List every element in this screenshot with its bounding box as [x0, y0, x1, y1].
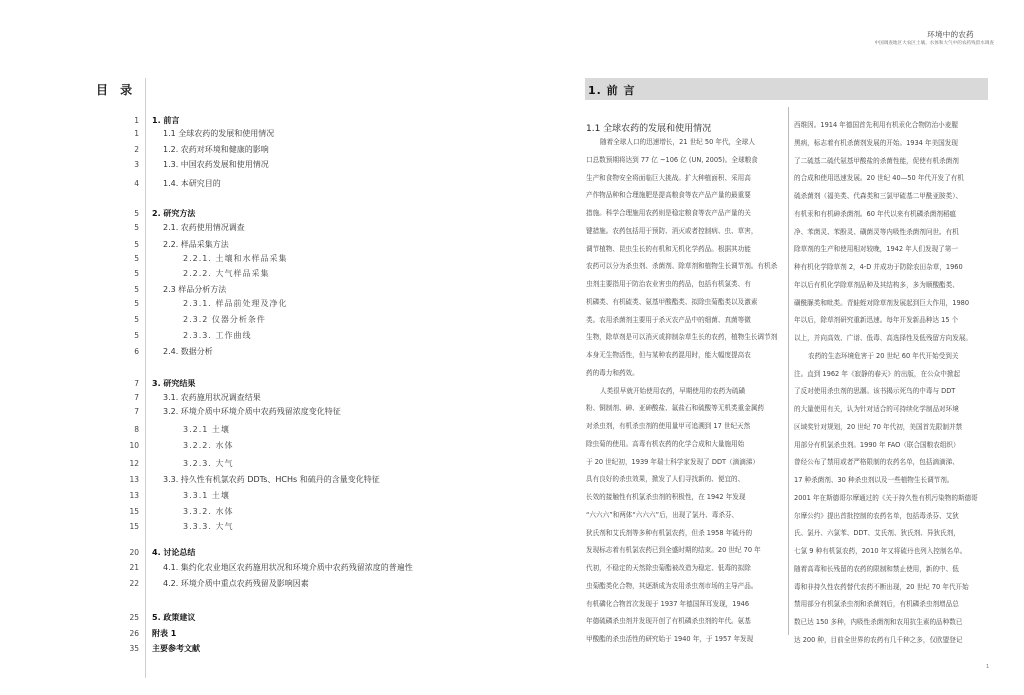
body-text-line: 的大量使用有关，认为针对适合的可持续化学制品对环境 [794, 405, 959, 413]
body-text-line: 氏、氯丹、六氯苯、DDT、艾氏剂、狄氏剂、异狄氏剂， [794, 529, 960, 538]
body-text-line: 随着全球人口的迅速增长，21 世纪 50 年代，全球人 [600, 138, 755, 146]
running-header-subtitle: 中国调查地区大农区土壤、水体和大气中的农药残留水调查 [874, 41, 994, 46]
body-text-line: 甲酸酯的杀虫活性的研究始于 1940 年，于 1957 年发现 [586, 635, 754, 643]
toc-page-number: 2 [134, 145, 139, 154]
toc-entry[interactable] [96, 643, 496, 655]
toc-entry[interactable] [96, 506, 496, 518]
section-title: 1. 前 言 [588, 84, 636, 97]
toc-entry[interactable] [96, 239, 496, 251]
page-number: 1 [986, 664, 990, 670]
toc-entry-label: 3.1. 农药施用状况调查结果 [163, 393, 261, 402]
toc-entry-label: 3.3.1 土壤 [183, 491, 230, 500]
body-text-line: 口总数预期将达到 77 亿 ~106 亿 (UN, 2005)。全球粮食 [586, 155, 758, 164]
body-text-line: 具有良好的杀虫效果，掀发了人们寻找新的、便宜的、 [586, 475, 745, 484]
toc-page-number: 5 [134, 240, 139, 249]
body-text-line: 年以后，除草剂研究重新迅速。每年开发新品种达 15 个 [794, 316, 959, 325]
body-text-line: 硫杀菌剂（福美类、代森类和三氯甲硫基二甲酰亚胺类）、 [794, 192, 963, 200]
section-title-bar [585, 78, 988, 100]
toc-entry[interactable] [96, 115, 496, 127]
body-text-line: 发现标志着有机氯农药已到全盛时期的结束。20 世纪 70 年 [586, 546, 761, 555]
running-header-title: 环境中的农药 [927, 30, 974, 39]
body-text-line: 数已达 150 多种，内吸性杀菌剂和农用抗生素的品种数已 [794, 618, 963, 626]
toc-entry[interactable] [96, 612, 496, 624]
body-text-line: 生物，除草剂是可以消灭或抑制杂草生长的农药，植物生长调节剂 [586, 333, 778, 342]
toc-entry-label: 3.3. 持久性有机氯农药 DDTs、HCHs 和硫丹的含量变化特征 [163, 475, 380, 484]
body-text-line: 人类很早就开始使用农药，早期使用的农药为硫磺 [600, 386, 746, 395]
toc-entry[interactable] [96, 222, 496, 234]
body-text-line: 黑病，标志着有机杀菌剂发展的开始。1934 年美国发现 [794, 138, 958, 147]
toc-page-number: 5 [134, 209, 139, 218]
toc-page-number: 8 [134, 425, 139, 434]
toc-page-number: 20 [129, 548, 139, 557]
body-text-line: 长效的接触性有机氯杀虫剂的积极性，在 1942 年发现 [586, 493, 746, 501]
body-text-line: 狄氏剂和艾氏剂等多种有机氯农药，但杀 1958 年硫丹的 [586, 528, 753, 537]
toc-entry[interactable] [96, 628, 496, 640]
toc-entry-label: 4. 讨论总结 [152, 548, 196, 557]
toc-entry[interactable] [96, 144, 496, 156]
body-text-line: 了二硫基二硫代氨基甲酸盐的杀菌性能，促使有机杀菌剂 [794, 156, 959, 165]
toc-entry-label: 1.3. 中国农药发展和使用情况 [163, 160, 269, 169]
toc-entry[interactable] [96, 474, 496, 486]
toc-page-number: 12 [129, 459, 139, 468]
toc-entry[interactable] [96, 159, 496, 171]
body-text-line: 代初，不稳定的天然除虫菊酯被改造为稳定、低毒的拟除 [586, 564, 751, 572]
toc-page-number: 21 [129, 563, 139, 572]
toc-page-number: 25 [129, 613, 139, 622]
column-divider [788, 107, 789, 635]
toc-entry-label: 2.1. 农药使用情况调查 [163, 223, 245, 232]
toc-entry[interactable] [96, 562, 496, 574]
toc-entry-label: 2.2.1. 土壤和水样品采集 [183, 254, 288, 263]
toc-entry-label: 2.2.2. 大气样品采集 [183, 269, 270, 278]
toc-entry[interactable] [96, 253, 496, 265]
toc-entry-label: 2.2. 样品采集方法 [163, 240, 229, 249]
body-text-line: 于 20 世纪初，1939 年瑞士科学家发现了 DDT（滴滴涕） [586, 457, 760, 466]
body-text-line: 调节植物、昆虫生长的有机和无机化学药品。根据其功能 [586, 244, 751, 253]
subsection-title: 1.1 全球农药的发展和使用情况 [586, 124, 712, 134]
toc-page-number: 5 [134, 223, 139, 232]
toc-entry[interactable] [96, 330, 496, 342]
body-text-line: 生产和食物安全将面临巨大挑战。扩大种植面积、采用高 [586, 173, 751, 182]
toc-entry[interactable] [96, 578, 496, 590]
toc-entry-label: 附表 1 [152, 629, 177, 638]
toc-page-number: 15 [129, 507, 139, 516]
toc-page-number: 4 [134, 179, 139, 188]
toc-entry-label: 3.3.3. 大气 [183, 522, 234, 531]
body-text-line: 尔摩公约》提出首批控制的农药名单，包括毒杀芬、艾狄 [794, 511, 959, 520]
body-text-line: 注。直到 1962 年《寂静的春天》的出版，在公众中掀起 [794, 369, 961, 378]
body-text-line: 17 种杀菌剂、30 种杀虫剂以及一些植物生长调节剂。 [794, 476, 954, 484]
toc-page-number: 15 [129, 522, 139, 531]
toc-entry-label: 1. 前言 [152, 116, 180, 125]
body-text-line: 措施。科学合理施用农药则是稳定粮食等农产品产量的关 [586, 209, 751, 217]
body-text-line: 曾经公布了禁用或者严格限制的农药名单，包括滴滴涕、 [794, 458, 959, 467]
body-text-line: 对杀虫剂，有机杀虫剂的使用量甲可追溯到 17 世纪天然 [586, 422, 751, 430]
toc-entry[interactable] [96, 268, 496, 280]
body-text-line: 禁用部分有机氯杀虫剂和杀菌剂后，有机磷杀虫剂增品总 [794, 600, 959, 609]
toc-entry-label: 1.2. 农药对环境和健康的影响 [163, 145, 269, 154]
body-text-line: 机磷类、有机硫类、氨基甲酸酯类、拟除虫菊酯类以及激素 [586, 297, 758, 306]
toc-entry[interactable] [96, 392, 496, 404]
toc-entry-label: 3. 研究结果 [152, 379, 196, 388]
body-text-line: 年德硫磷杀虫剂并发现开创了有机磷杀虫剂的年代。氨基 [586, 617, 751, 626]
toc-entry[interactable] [96, 490, 496, 502]
body-text-line: 类。农用杀菌剂主要用于杀灭农产品中的细菌、真菌等微 [586, 315, 751, 324]
toc-entry[interactable] [96, 314, 496, 326]
toc-entry[interactable] [96, 208, 496, 220]
toc-entry-label: 1.4. 本研究目的 [163, 179, 221, 188]
body-text-line: “六六六”和两体“六六六”后，出现了氯丹、毒杀芬、 [586, 510, 739, 519]
toc-entry[interactable] [96, 128, 496, 140]
toc-page-number: 7 [134, 379, 139, 388]
toc-page-number: 1 [134, 129, 139, 138]
toc-entry[interactable] [96, 424, 496, 436]
toc-entry-label: 2.3.2 仪器分析条件 [183, 315, 266, 324]
body-text-line: 的合成和使用迅速发展。20 世纪 40—50 年代开发了有机 [794, 174, 964, 183]
toc-entry-label: 3.2. 环境介质中环境介质中农药残留浓度变化特征 [163, 407, 341, 416]
body-text-line: 西维因。1914 年德国首先利用有机汞化合物防治小麦腥 [794, 121, 958, 129]
toc-entry-label: 2.3.3. 工作曲线 [183, 331, 252, 340]
toc-page-number: 13 [129, 491, 139, 500]
toc-page-number: 5 [134, 254, 139, 263]
toc-page-number: 7 [134, 407, 139, 416]
body-text-line: 随着高毒和长残留的农药的限制和禁止使用，新的中、低 [794, 564, 959, 573]
body-text-line: 虫剂主要指用于防治农业害虫的药品，包括有机氯类、有 [586, 280, 751, 288]
toc-page-number: 6 [134, 347, 139, 356]
toc-page-number: 26 [129, 629, 139, 638]
toc-entry-label: 2. 研究方法 [152, 209, 196, 218]
body-text-line: 有机磷化合物首次发现于 1937 年德国拜耳发现，1946 [586, 599, 750, 608]
toc-page-number: 5 [134, 285, 139, 294]
toc-entry[interactable] [96, 440, 496, 452]
toc-entry[interactable] [96, 458, 496, 470]
toc-entry-label: 主要参考文献 [152, 644, 200, 653]
toc-page-number: 3 [134, 160, 139, 169]
toc-page-number: 5 [134, 331, 139, 340]
toc-entry[interactable] [96, 284, 496, 296]
toc-page-number: 5 [134, 269, 139, 278]
body-text-line: 种有机化学除草剂 2，4-D 并成功于防除农田杂草，1960 [794, 263, 963, 271]
body-text-line: 农药可以分为杀虫剂、杀菌剂、除草剂和植物生长调节剂。有机杀 [586, 262, 778, 271]
toc-page-number: 1 [134, 116, 139, 125]
body-text-line: 区域奖针对规划，20 世纪 70 年代初，美国首先限制并禁 [794, 422, 963, 431]
body-text-line: 磺酰脲类和吡类。青蛙蛭对除草剂发展起到巨大作用，1980 [794, 298, 970, 307]
body-text-line: 本身无生物活性，但与某种农药混用时，能大幅度提高农 [586, 351, 751, 359]
toc-entry[interactable] [96, 547, 496, 559]
toc-entry-label: 3.2.1 土壤 [183, 425, 230, 434]
toc-entry-label: 2.3.1. 样品前处理及净化 [183, 299, 288, 308]
body-text-line: 了反对使用杀虫剂的思潮。该书揭示死鸟的中毒与 DDT [794, 387, 956, 396]
toc-entry-label: 3.2.2. 水体 [183, 441, 234, 450]
toc-entry-label: 2.4. 数据分析 [163, 347, 213, 356]
toc-page-number: 10 [129, 441, 139, 450]
toc-entry-label: 3.2.3. 大气 [183, 459, 234, 468]
body-text-line: 药的毒力和药效。 [586, 368, 639, 377]
body-text-line: 用部分有机氯杀虫剂。1990 年 FAO（联合国粮农组织） [794, 440, 960, 449]
toc-page-number: 22 [129, 579, 139, 588]
body-text-line: 除虫菊的使用。高毒有机农药的化学合成和大量施用始 [586, 439, 745, 448]
body-text-line: 年以后有机化学除草剂品种及其结构多，多为顺酸酯类、 [794, 280, 959, 289]
toc-entry[interactable] [96, 298, 496, 310]
toc-page-number: 7 [134, 393, 139, 402]
body-text-line: 有机汞和有机砷杀菌剂。60 年代以来有机磷杀菌剂稻瘟 [794, 209, 957, 218]
toc-entry-label: 3.3.2. 水体 [183, 507, 234, 516]
toc-title: 目 录 [96, 83, 137, 97]
toc-entry[interactable] [96, 521, 496, 533]
toc-entry-label: 2.3 样品分析方法 [163, 285, 227, 294]
toc-entry-label: 1.1 全球农药的发展和使用情况 [163, 129, 275, 138]
body-text-line: 2001 年在斯德哥尔摩通过的《关于持久性有机污染物的斯德哥 [794, 493, 978, 502]
body-text-line: 键措施。农药包括用于预防、消灭或者控制病、虫、草害， [586, 226, 758, 235]
body-text-line: 毒和非持久性农药替代农药不断出现，20 世纪 70 年代开始 [794, 582, 969, 591]
toc-page-number: 5 [134, 299, 139, 308]
toc-entry[interactable] [96, 378, 496, 390]
body-text-line: 以上，并向高效、广谱、低毒、高选择性及低残留方向发展。 [794, 334, 973, 342]
toc-entry-label: 5. 政策建议 [152, 613, 196, 622]
toc-page-number: 13 [129, 475, 139, 484]
body-text-line: 虫菊酯类化合物，其逐渐成为农用杀虫剂市场的主导产品。 [586, 581, 758, 590]
toc-entry[interactable] [96, 346, 496, 358]
toc-entry[interactable] [96, 178, 496, 190]
body-text-line: 粉、铜制剂、砷、亚砷酸盐、氟盐石和硫酸等无机类重金属药 [586, 404, 765, 413]
toc-entry-label: 4.1. 集约化农业地区农药施用状况和环境介质中农药残留浓度的普遍性 [163, 563, 413, 572]
body-text-line: 七氯 9 种有机氯农药，2010 年又将硫丹也列入控制名单。 [794, 547, 967, 555]
body-text-line: 净、苯菌灵、苯酚灵、磺菌灵等内吸性杀菌剂问世。有机 [794, 227, 959, 236]
toc-page-number: 5 [134, 315, 139, 324]
body-text-line: 产作物品种和合理施肥是提高粮食等农产品产量的最重要 [586, 191, 751, 200]
body-text-line: 达 200 种，目前全世界的农药有几千种之多，仅欧盟登记 [794, 635, 963, 644]
toc-entry-label: 4.2. 环境介质中重点农药残留及影响因素 [163, 579, 309, 588]
body-text-line: 除草剂的生产和使用相对较晚，1942 年人们发现了第一 [794, 245, 958, 254]
toc-entry[interactable] [96, 406, 496, 418]
body-text-line: 农药的生态环境危害于 20 世纪 60 年代开始受到关 [808, 351, 959, 360]
toc-page-number: 35 [129, 644, 139, 653]
